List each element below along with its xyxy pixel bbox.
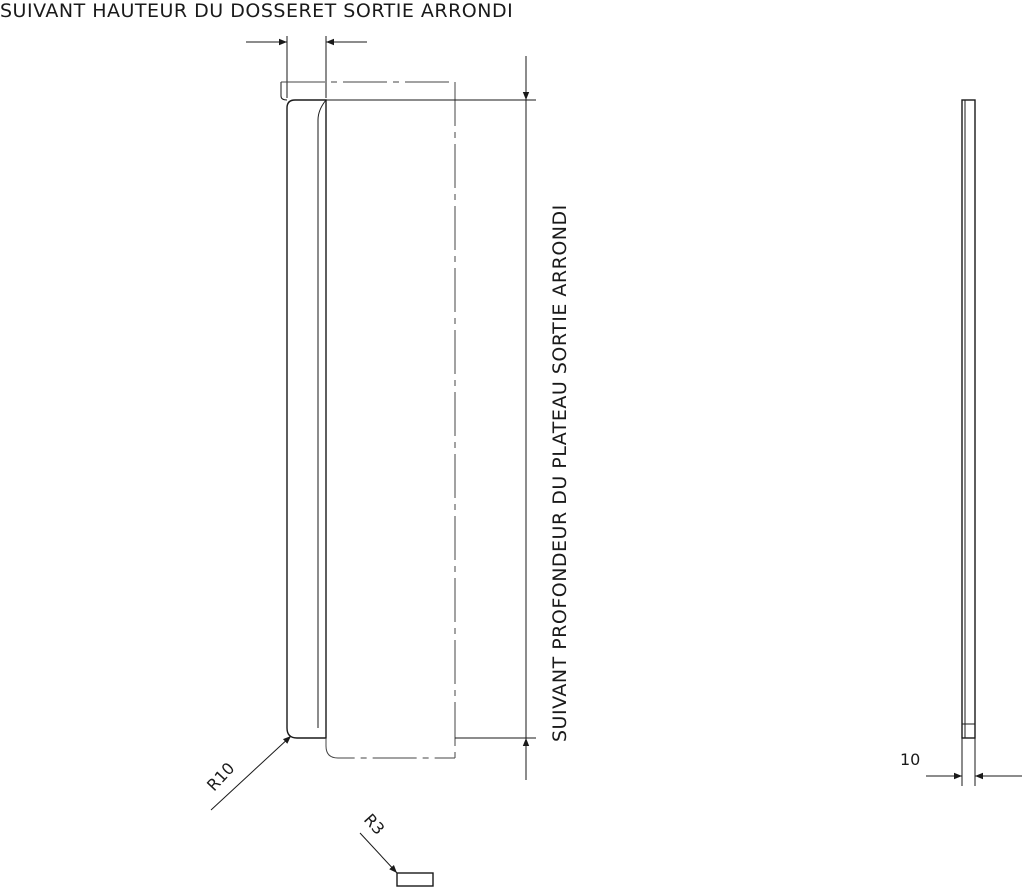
r3-detail — [397, 873, 433, 886]
leader-r10 — [203, 736, 291, 810]
label-height: SUIVANT HAUTEUR DU DOSSERET SORTIE ARRONDI — [0, 0, 514, 22]
dimension-vertical — [326, 56, 536, 780]
label-thickness: 10 — [900, 750, 921, 769]
label-r10: R10 — [203, 758, 239, 795]
label-depth: SUIVANT PROFONDEUR DU PLATEAU SORTIE ARRONDI — [549, 204, 571, 742]
phantom-outline — [281, 82, 455, 758]
dimension-top — [246, 36, 367, 98]
dimension-thickness — [900, 738, 1022, 786]
side-view — [962, 100, 975, 738]
leader-r3 — [360, 810, 433, 886]
profile-part — [281, 82, 326, 738]
label-r3: R3 — [360, 809, 389, 839]
